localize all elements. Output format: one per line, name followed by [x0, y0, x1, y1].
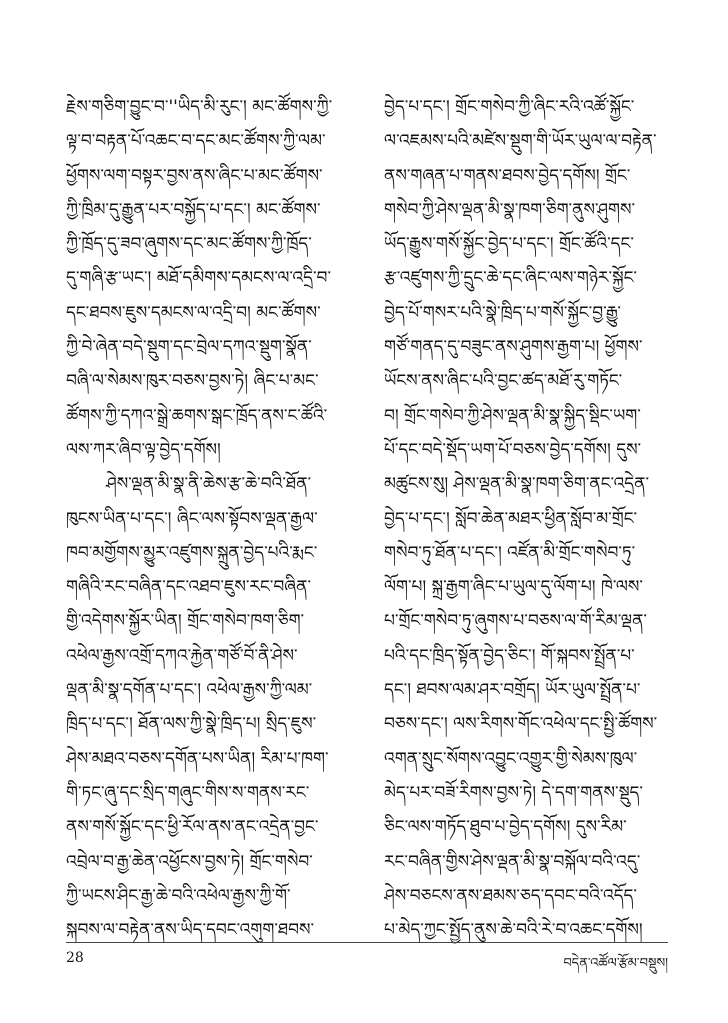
- text-line: དུ་གཞི་རྩ་ཡང་། མཐོ་དམིགས་དམངས་ལ་འདྲི་བ་: [66, 268, 332, 289]
- text-line: པ་གྲོང་གསེབ་ཏུ་ཞུགས་པ་བཅས་ལ་གོ་རིམ་ལྡན་: [384, 611, 647, 632]
- text-line: ཀྱི་བེ་ཞེན་བདེ་སྡུག་དང་བྲེལ་དཀའ་སྡུག་སྣོན་: [66, 337, 312, 358]
- text-line: ཅིང་ལས་གཏོད་ཐུབ་པ་བྱེད་དགོས། དུས་རིམ་: [384, 817, 627, 838]
- text-line: མཚུངས་སུ། ཤེས་ལྡན་མི་སྣ་ཁག་ཅིག་ནང་འདྲེན་: [384, 474, 650, 495]
- text-line: བ། གྲོང་གསེབ་ཀྱི་ཤེས་ལྡན་མི་སྣ་སྐྱིད་སྡིང་ཡག་: [384, 405, 641, 426]
- text-line: ཀྱི་ཁྲིམ་དུ་རྒྱུན་པར་བསྐྱོད་པ་དང་། མང་ཚོགས་: [66, 199, 321, 220]
- text-line: འཕེལ་རྒྱས་འགྲོ་དཀའ་རྐྱེན་གཙོ་བོ་ནི་ཤེས་: [66, 645, 298, 666]
- text-line: ཚོགས་ཀྱི་དཀའ་སྒྲེ་ཆགས་སྒང་ཁྲོད་ནས་ང་ཚོའི་: [66, 405, 328, 426]
- text-line: ཀྱི་ཡངས་ཤིང་རྒྱ་ཆེ་བའི་འཕེལ་རྒྱས་ཀྱི་གོ་: [66, 885, 291, 906]
- text-line: འབྲེལ་བ་རྒྱ་ཆེན་འཕྱོངས་བྱས་ཏེ། གྲོང་གསེབ་: [66, 851, 313, 872]
- text-line: ལ་འཇམས་པའི་མཛེས་སྡུག་གི་ཡོར་ཡུལ་ལ་བརྟེན་: [384, 131, 657, 152]
- text-line: བྱེད་པ་དང་། སློབ་ཆེན་མཐར་ཕྱིན་སློབ་མ་གྲོང་: [384, 508, 638, 529]
- text-line: གཙོ་གནད་དུ་བཟུང་ནས་ཤུགས་རྒྱག་པ། ཕྱོགས་: [384, 337, 643, 358]
- text-line: གཞིའི་རང་བཞིན་དང་འཐབ་ཇུས་རང་བཞིན་: [66, 577, 312, 598]
- text-line: པོ་དང་བདེ་སྡོད་ཡག་པོ་བཅས་བྱེད་དགོས། དུས་: [384, 439, 642, 460]
- text-line: པ་མེད་ཀྱང་སྤྱོད་ནུས་ཆེ་བའི་རེ་བ་འཆང་དགོས།: [384, 920, 643, 941]
- running-title: བདེན་འཚོལ་རྩོམ་བསྡུས།: [563, 956, 668, 971]
- text-line: ནས་གསོ་སྐྱོང་དང་ཕྱི་རོལ་ནས་ནང་འདྲེན་བྱང་: [66, 817, 319, 838]
- text-line: གསེབ་ཀྱི་ཤེས་ལྡན་མི་སྣ་ཁག་ཅིག་ནུས་ཤུགས་: [384, 199, 636, 220]
- text-line: ལྟ་བ་བརྟན་པོ་འཆང་བ་དང་མང་ཚོགས་ཀྱི་ལམ་: [66, 131, 326, 152]
- text-line: གྱི་འདེགས་སྐྱོར་ཡིན། གྲོང་གསེབ་ཁག་ཅིག་: [66, 611, 305, 632]
- text-line: ཁྲིད་པ་དང་། ཐོན་ལས་ཀྱི་སྣེ་ཁྲིད་པ། སྲིད་ཇུས་: [66, 714, 317, 735]
- text-line: ལོག་པ། སྐྲ་རྒྱག་ཞིང་པ་ཡུལ་དུ་ལོག་པ། ཁེ་ལས་: [384, 577, 643, 598]
- text-line: ཡོངས་ནས་ཞིང་པའི་བྱང་ཚད་མཐོ་རུ་གཏོང་: [384, 371, 623, 392]
- page-number: 28: [66, 950, 84, 966]
- text-line: འགན་སྲུང་སོགས་འབྱུང་འགྱུར་གྱི་སེམས་ཁུལ་: [384, 748, 638, 769]
- text-line: ཁུངས་ཡིན་པ་དང་། ཞིང་ལས་སྟོབས་ལྡན་རྒྱལ་: [66, 508, 318, 529]
- text-line: བཞི་ལ་སེམས་ཁུར་བཅས་བྱས་ཏེ། ཞིང་པ་མང་: [66, 371, 319, 392]
- text-line: གསེབ་ཏུ་ཐོན་པ་དང་། འཛོན་མི་གྲོང་གསེབ་ཏུ་: [384, 542, 636, 563]
- text-line: ལྡན་མི་སྣ་དགོན་པ་དང་། འཕེལ་རྒྱས་ཀྱི་ལམ་: [66, 680, 313, 701]
- text-line: ལས་ཀར་ཞིབ་ལྟ་བྱེད་དགོས།: [66, 439, 221, 460]
- text-line: ཕྱོགས་ལག་བསྟར་བྱས་ནས་ཞིང་པ་མང་ཚོགས་: [66, 165, 323, 186]
- text-line: ཡོད་རྒྱུས་གསོ་སྐྱོང་བྱེད་པ་དང་། གྲོང་ཚོའི་དང་: [384, 234, 634, 255]
- text-line: བཅས་དང་། ལས་རིགས་གོང་འཕེལ་དང་སྤྱི་ཚོགས་: [384, 714, 658, 735]
- paragraph-first-line: ཤེས་ལྡན་མི་སྣ་ནི་ཆེས་རྩ་ཆེ་བའི་ཐོན་: [106, 474, 312, 495]
- text-line: ཤེས་མཐའ་བཅས་དགོན་པས་ཡིན། རིམ་པ་ཁག་: [66, 748, 329, 769]
- text-line: རྗེས་གཅིག་བྱུང་བ་''ཡིད་མི་རུང་། མང་ཚོགས་ཀྱི་: [66, 97, 333, 117]
- left-text-column: [66, 90, 346, 947]
- text-line: གི་ཏང་ཞུ་དང་སྲིད་གཞུང་གིས་ས་གནས་རང་: [66, 782, 310, 803]
- text-line: པའི་དང་ཁྲིད་སྟོན་བྱེད་ཅིང་། གོ་སྐབས་སྤྲོན་པ་: [384, 645, 635, 666]
- text-line: དང་། ཐབས་ལམ་ཤར་བགྲོད། ཡོར་ཡུལ་སྤྲོན་པ་: [384, 680, 641, 701]
- text-line: བྱེད་པོ་གསར་པའི་སྣེ་ཁྲིད་པ་གསོ་སྐྱོང་བྱ་རྒྱུ་: [384, 302, 621, 323]
- text-line: རྩ་འཛུགས་ཀྱི་དྲུང་ཆེ་དང་ཞིང་ལས་གཉེར་སྐྱོང་: [384, 268, 637, 289]
- text-line: ཀྱི་ཁྲོད་དུ་ཟབ་ཞུགས་དང་མང་ཚོགས་ཀྱི་ཁྲོད་: [66, 234, 312, 255]
- text-line: མེད་པར་བཟོ་རིགས་བྱས་ཏེ། དེ་དག་གནས་སྡུད་: [384, 782, 643, 803]
- text-line: རང་བཞིན་གྱིས་ཤེས་ལྡན་མི་སྣ་བསྐོལ་བའི་འདུ་: [384, 851, 641, 872]
- text-line: ནས་གཞན་པ་གནས་ཐབས་བྱེད་དགོས། གྲོང་: [384, 165, 631, 186]
- text-line: ཁབ་མགྱོགས་མྱུར་འཛུགས་སྐྲུན་བྱེད་པའི་རྨང་: [66, 542, 318, 563]
- text-line: སྐབས་ལ་བརྟེན་ནས་ཡིད་དབང་འགུག་ཐབས་: [66, 920, 315, 941]
- footer-rule: [66, 942, 668, 943]
- text-line: ཤེས་བཅངས་ནས་ཐམས་ཅད་དབང་བའི་འདོད་: [384, 885, 637, 906]
- text-line: དང་ཐབས་ཇུས་དམངས་ལ་འདྲི་བ། མང་ཚོགས་: [66, 302, 321, 323]
- right-text-column: [384, 90, 664, 947]
- text-line: བྱེད་པ་དང་། གྲོང་གསེབ་ཀྱི་ཞིང་རའི་འཚོ་སྐྱོང་: [384, 97, 635, 117]
